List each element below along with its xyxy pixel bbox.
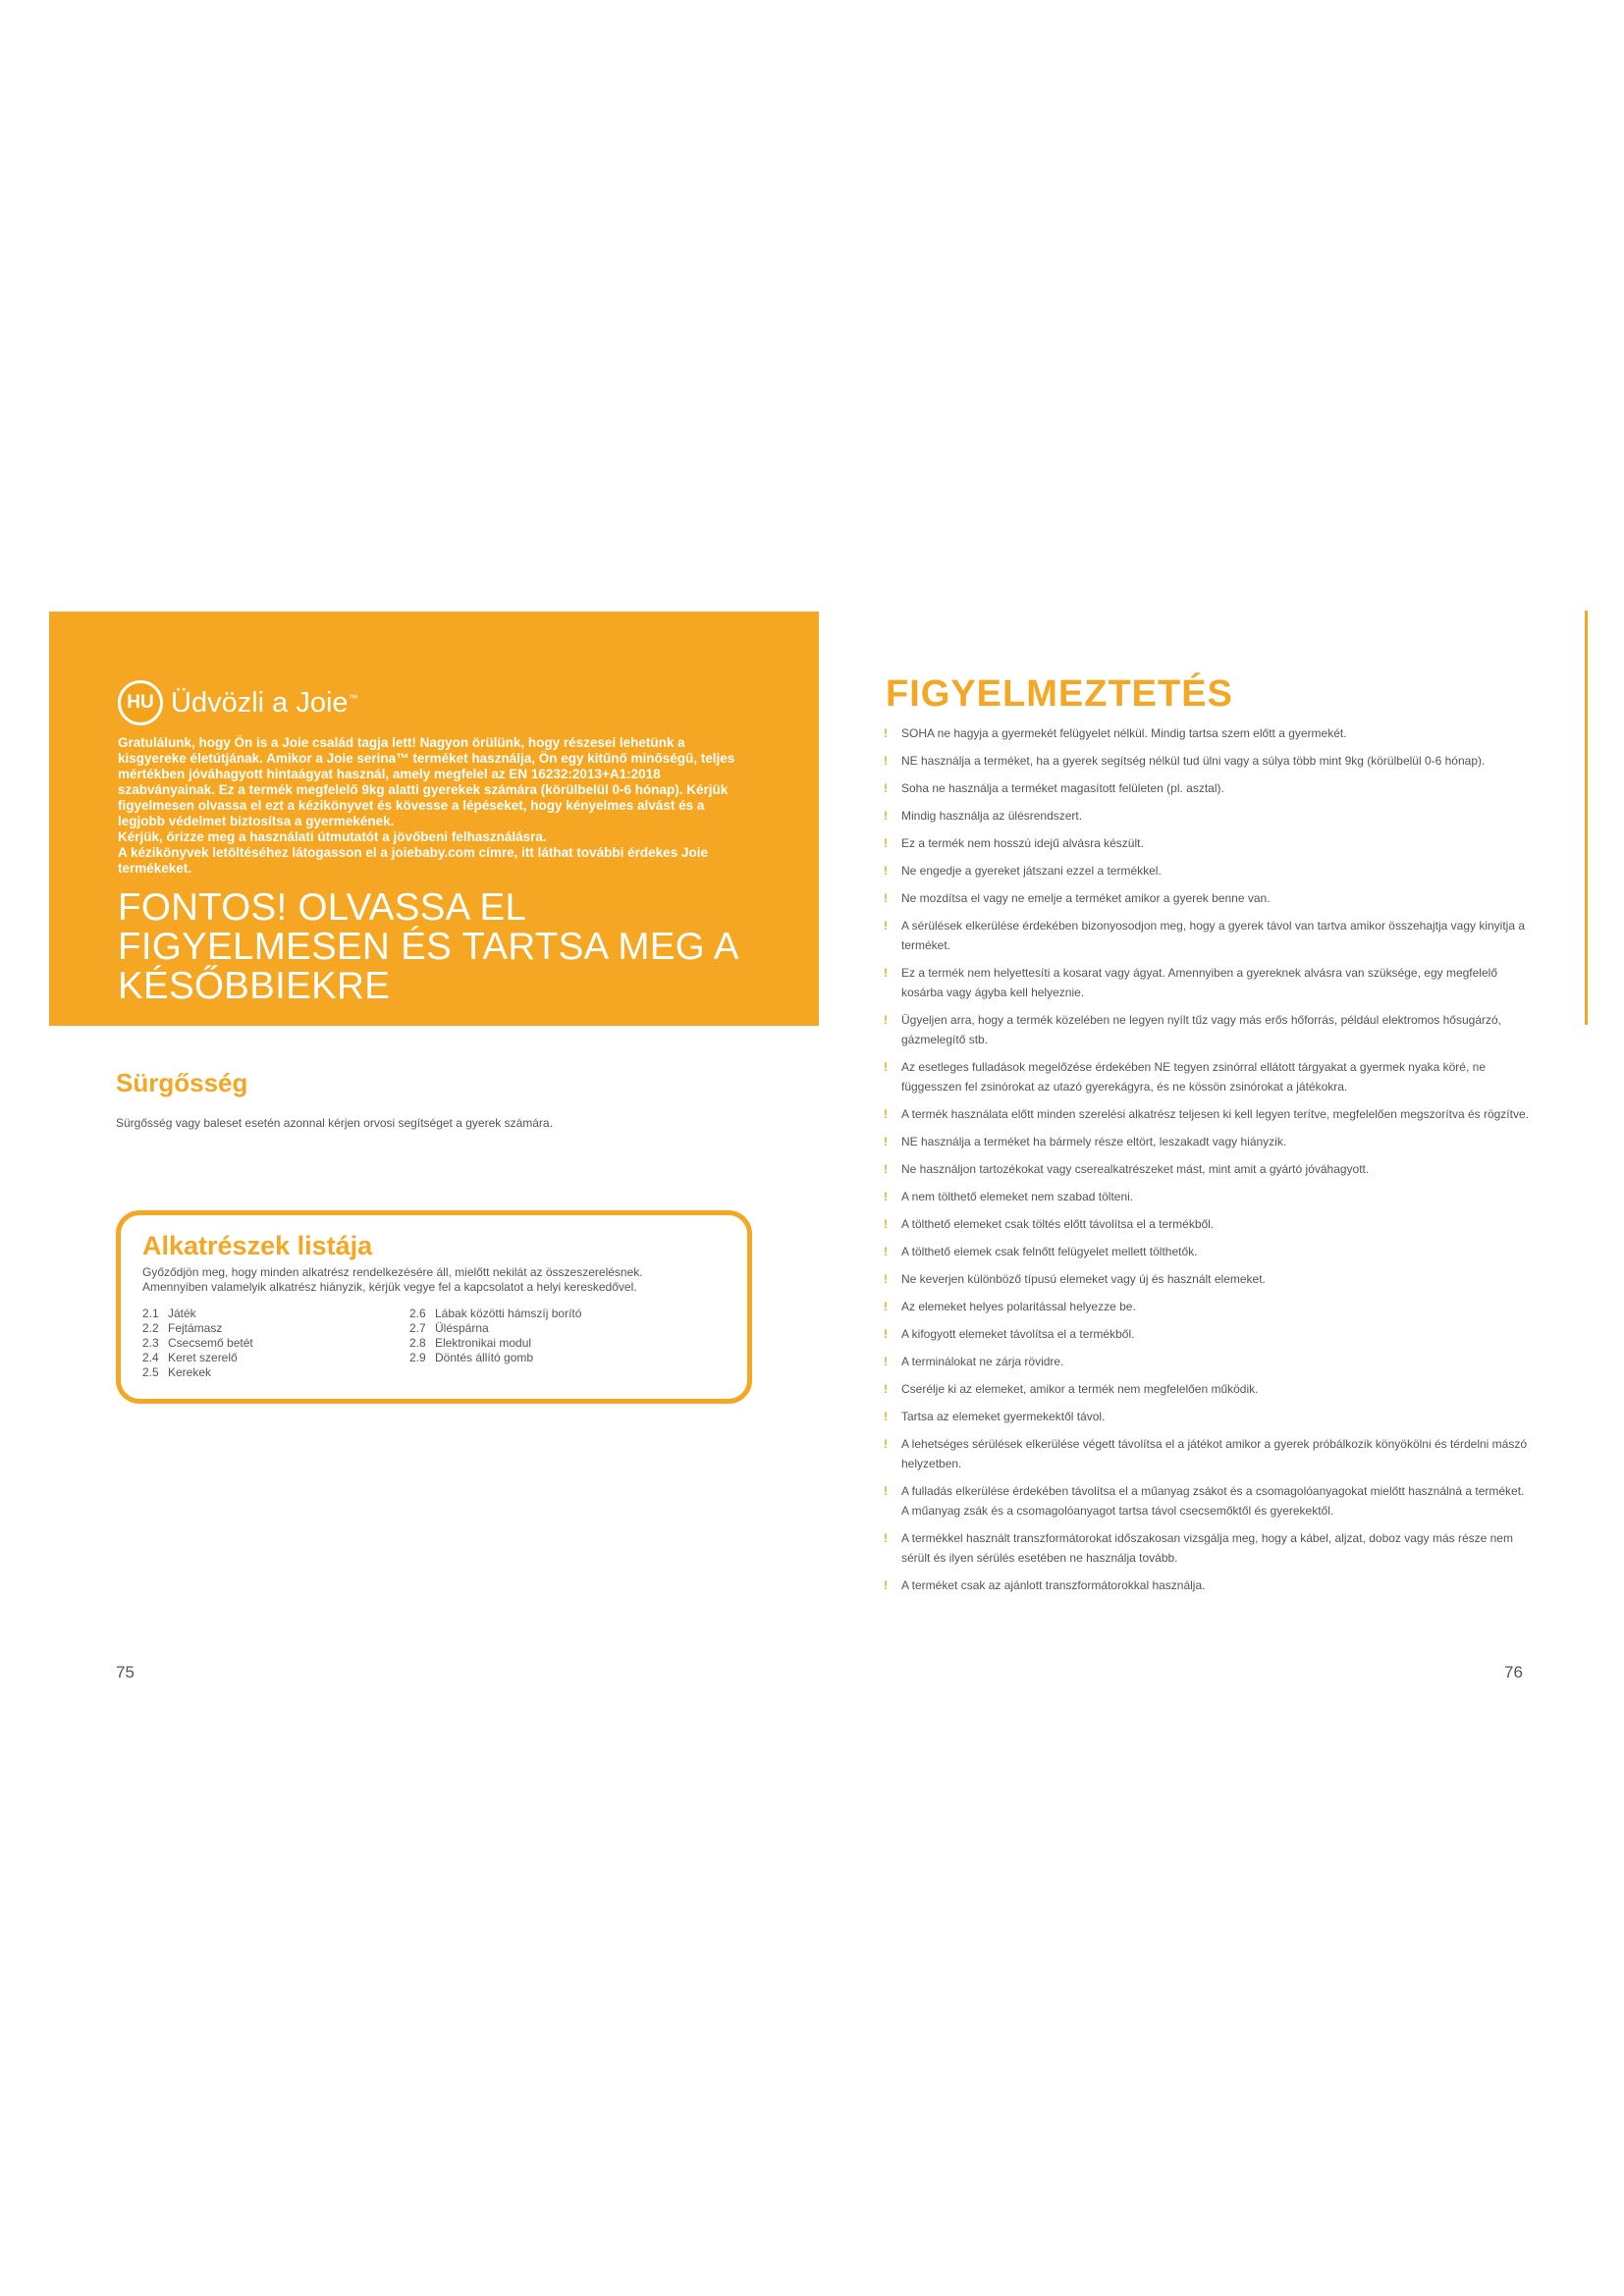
warning-item xyxy=(884,1297,1532,1316)
warning-item xyxy=(884,916,1532,955)
welcome-title-text: Üdvözli a Joie xyxy=(171,686,349,719)
parts-column-right xyxy=(409,1307,581,1380)
warning-text: Ne engedje a gyereket játszani ezzel a termékkel. xyxy=(901,864,1162,878)
warning-item xyxy=(884,1528,1532,1568)
warning-bullet-icon: ! xyxy=(884,836,888,850)
warning-text: Mindig használja az ülésrendszert. xyxy=(901,809,1083,823)
warning-text: A termék használata előtt minden szerelési alkatrész teljesen ki kell legyen terítve, megfelelően megszorítva és rögzítve. xyxy=(901,1107,1529,1121)
part-item xyxy=(142,1336,409,1351)
warning-bullet-icon: ! xyxy=(884,1578,888,1592)
warning-item xyxy=(884,1481,1532,1521)
warning-text: SOHA ne hagyja a gyermekét felügyelet nélkül. Mindig tartsa szem előtt a gyermekét. xyxy=(901,726,1347,740)
warning-text: Az elemeket helyes polaritással helyezze be. xyxy=(901,1300,1136,1313)
part-number: 2.2 xyxy=(142,1321,159,1335)
warning-bullet-icon: ! xyxy=(884,1135,888,1148)
warning-text: A terminálokat ne zárja rövidre. xyxy=(901,1355,1064,1368)
warning-bullet-icon: ! xyxy=(884,1013,888,1027)
warning-bullet-icon: ! xyxy=(884,1272,888,1286)
warning-item xyxy=(884,1434,1532,1473)
warning-bullet-icon: ! xyxy=(884,1327,888,1341)
welcome-header xyxy=(118,680,754,725)
page-edge-rule xyxy=(1585,611,1588,1025)
warning-item xyxy=(884,963,1532,1002)
intro-paragraph: Gratulálunk, hogy Ön is a Joie család tagja lett! Nagyon örülünk, hogy részesei lehetünk a kisgyereke életútjának. Amikor a Joie serina™ terméket használja, Ön egy kitűnő minőségű, teljes mértékben jóváhagyott hintaágyat használ, amely megfelel az EN 16232:2013+A1:2018 szabványainak. Ez a termék megfelelő 9kg alatti gyerekek számára (körülbelül 0-6 hónap). Kérjük figyelmesen olvassa el ezt a kézikönyvet és kövesse a lépéseket, hogy kényelmes alvást és a legjobb védelmet biztosítsa a gyermekének. xyxy=(118,735,735,828)
parts-columns xyxy=(142,1307,728,1380)
part-item xyxy=(142,1365,409,1380)
warning-item xyxy=(884,888,1532,908)
warning-bullet-icon: ! xyxy=(884,1217,888,1231)
warning-bullet-icon: ! xyxy=(884,1382,888,1396)
warning-text: NE használja a terméket ha bármely része eltört, leszakadt vagy hiányzik. xyxy=(901,1135,1287,1148)
part-number: 2.3 xyxy=(142,1336,159,1350)
important-heading: FONTOS! OLVASSA EL FIGYELMESEN ÉS TARTSA MEG A KÉSŐBBIEKRE xyxy=(118,886,739,1007)
warning-text: Tartsa az elemeket gyermekektől távol. xyxy=(901,1410,1106,1423)
warning-item xyxy=(884,1242,1532,1261)
warning-item xyxy=(884,1214,1532,1234)
part-item xyxy=(142,1351,409,1365)
warning-item xyxy=(884,751,1532,771)
part-label: Csecsemő betét xyxy=(168,1336,253,1350)
warning-item xyxy=(884,1057,1532,1096)
warning-item xyxy=(884,1132,1532,1151)
warning-item xyxy=(884,1575,1532,1595)
warning-item xyxy=(884,1269,1532,1289)
warning-text: A termékkel használt transzformátorokat időszakosan vizsgálja meg, hogy a kábel, aljzat, doboz vagy más része nem sérült és ilyen sérülés esetében ne használja tovább. xyxy=(901,1531,1513,1565)
warning-text: A fulladás elkerülése érdekében távolítsa el a műanyag zsákot és a csomagolóanyagokat mielőtt használná a terméket. A műanyag zsák és a csomagolóanyagot tartsa távol csecsemőktől és gyerekektől. xyxy=(901,1484,1525,1518)
part-label: Lábak közötti hámszíj borító xyxy=(435,1307,582,1320)
parts-intro-line: Győződjön meg, hogy minden alkatrész rendelkezésére áll, mielőtt nekilát az összeszerelésnek. xyxy=(142,1265,643,1279)
emergency-heading: Sürgősség xyxy=(116,1068,248,1097)
warning-bullet-icon: ! xyxy=(884,864,888,878)
warning-item xyxy=(884,1379,1532,1399)
warning-bullet-icon: ! xyxy=(884,781,888,795)
warning-item xyxy=(884,833,1532,853)
part-number: 2.4 xyxy=(142,1351,159,1364)
page-number-left: 75 xyxy=(116,1663,135,1682)
warning-bullet-icon: ! xyxy=(884,1437,888,1451)
warning-text: A terméket csak az ajánlott transzformátorokkal használja. xyxy=(901,1578,1206,1592)
part-item xyxy=(409,1351,581,1365)
part-item xyxy=(142,1321,409,1336)
warning-bullet-icon: ! xyxy=(884,891,888,905)
warning-item xyxy=(884,1407,1532,1426)
intro-text xyxy=(118,735,754,877)
parts-list-box xyxy=(116,1210,752,1404)
part-label: Döntés állító gomb xyxy=(435,1351,534,1364)
warning-bullet-icon: ! xyxy=(884,1107,888,1121)
part-label: Fejtámasz xyxy=(168,1321,223,1335)
part-number: 2.5 xyxy=(142,1365,159,1379)
intro-paragraph: A kézikönyvek letöltéséhez látogasson el a joiebaby.com címre, itt láthat további érdekes Joie termékeket. xyxy=(118,845,708,876)
warning-list xyxy=(884,723,1532,1603)
welcome-panel xyxy=(49,612,819,1026)
part-number: 2.6 xyxy=(409,1307,426,1320)
language-badge: HU xyxy=(118,680,163,725)
welcome-title xyxy=(171,687,358,720)
parts-column-left xyxy=(142,1307,409,1380)
warning-text: A sérülések elkerülése érdekében bizonyosodjon meg, hogy a gyerek távol van tartva amikor összehajtja vagy kinyitja a terméket. xyxy=(901,919,1526,952)
warning-item xyxy=(884,1010,1532,1049)
part-item xyxy=(409,1336,581,1351)
warning-bullet-icon: ! xyxy=(884,1245,888,1258)
warning-item xyxy=(884,1187,1532,1206)
warning-text: Cserélje ki az elemeket, amikor a termék nem megfelelően működik. xyxy=(901,1382,1259,1396)
warning-text: Ne mozdítsa el vagy ne emelje a terméket amikor a gyerek benne van. xyxy=(901,891,1271,905)
warning-text: Ez a termék nem helyettesíti a kosarat vagy ágyat. Amennyiben a gyereknek alvásra van szüksége, egy megfelelő kosárba vagy ágyba kell helyeznie. xyxy=(901,966,1497,999)
warning-bullet-icon: ! xyxy=(884,754,888,768)
warning-bullet-icon: ! xyxy=(884,1410,888,1423)
warning-bullet-icon: ! xyxy=(884,1060,888,1074)
warning-text: Ne keverjen különböző típusú elemeket vagy új és használt elemeket. xyxy=(901,1272,1266,1286)
parts-intro-line: Amennyiben valamelyik alkatrész hiányzik, kérjük vegye fel a kapcsolatot a helyi kereskedővel. xyxy=(142,1280,637,1294)
parts-list-title: Alkatrészek listája xyxy=(142,1231,373,1260)
warning-item xyxy=(884,778,1532,798)
part-number: 2.7 xyxy=(409,1321,426,1335)
warning-bullet-icon: ! xyxy=(884,966,888,980)
warning-text: Az esetleges fulladások megelőzése érdekében NE tegyen zsinórral ellátott tárgyakat a gyermek nyaka köré, ne függesszen fel zsinórokat az utazó gyerekágyra, és ne kössön zsinórokat a játékokra. xyxy=(901,1060,1486,1094)
warning-text: A tölthető elemek csak felnőtt felügyelet mellett tölthetők. xyxy=(901,1245,1198,1258)
warning-text: A nem tölthető elemeket nem szabad tölteni. xyxy=(901,1190,1134,1203)
warning-item xyxy=(884,1104,1532,1124)
trademark-mark: ™ xyxy=(348,692,358,704)
warning-bullet-icon: ! xyxy=(884,1190,888,1203)
warning-bullet-icon: ! xyxy=(884,1162,888,1176)
part-label: Üléspárna xyxy=(435,1321,489,1335)
page-number-right: 76 xyxy=(1504,1663,1523,1682)
warning-item xyxy=(884,1159,1532,1179)
part-item xyxy=(409,1321,581,1336)
warning-bullet-icon: ! xyxy=(884,1300,888,1313)
part-label: Kerekek xyxy=(168,1365,212,1379)
warning-text: Ne használjon tartozékokat vagy cserealkatrészeket mást, mint amit a gyártó jóváhagyott. xyxy=(901,1162,1370,1176)
part-number: 2.8 xyxy=(409,1336,426,1350)
part-label: Játék xyxy=(168,1307,196,1320)
part-item xyxy=(142,1307,409,1321)
part-number: 2.9 xyxy=(409,1351,426,1364)
warning-text: Soha ne használja a terméket magasított felületen (pl. asztal). xyxy=(901,781,1224,795)
part-label: Keret szerelő xyxy=(168,1351,238,1364)
part-item xyxy=(409,1307,581,1321)
warning-item xyxy=(884,1352,1532,1371)
warning-item xyxy=(884,1324,1532,1344)
warning-bullet-icon: ! xyxy=(884,919,888,933)
warning-text: Ügyeljen arra, hogy a termék közelében ne legyen nyílt tűz vagy más erős hőforrás, például elektromos hősugárzó, gázmelegítő stb. xyxy=(901,1013,1501,1046)
warning-bullet-icon: ! xyxy=(884,1355,888,1368)
intro-paragraph: Kérjük, őrizze meg a használati útmutatót a jövőbeni felhasználásra. xyxy=(118,829,547,844)
part-number: 2.1 xyxy=(142,1307,159,1320)
warning-title: FIGYELMEZTETÉS xyxy=(886,673,1233,715)
warning-item xyxy=(884,806,1532,826)
warning-bullet-icon: ! xyxy=(884,809,888,823)
warning-text: A kifogyott elemeket távolítsa el a termékből. xyxy=(901,1327,1135,1341)
warning-text: Ez a termék nem hosszú idejű alvásra készült. xyxy=(901,836,1144,850)
warning-bullet-icon: ! xyxy=(884,1531,888,1545)
warning-text: A lehetséges sérülések elkerülése végett távolítsa el a játékot amikor a gyerek próbálkozik könyökölni és térdelni mászó helyzetben. xyxy=(901,1437,1528,1470)
warning-bullet-icon: ! xyxy=(884,726,888,740)
warning-text: A tölthető elemeket csak töltés előtt távolítsa el a termékből. xyxy=(901,1217,1215,1231)
warning-item xyxy=(884,861,1532,881)
part-label: Elektronikai modul xyxy=(435,1336,532,1350)
warning-item xyxy=(884,723,1532,743)
warning-bullet-icon: ! xyxy=(884,1484,888,1498)
emergency-text: Sürgősség vagy baleset esetén azonnal kérjen orvosi segítséget a gyerek számára. xyxy=(116,1116,553,1130)
warning-text: NE használja a terméket, ha a gyerek segítség nélkül tud ülni vagy a súlya több mint 9kg (körülbelül 0-6 hónap). xyxy=(901,754,1486,768)
